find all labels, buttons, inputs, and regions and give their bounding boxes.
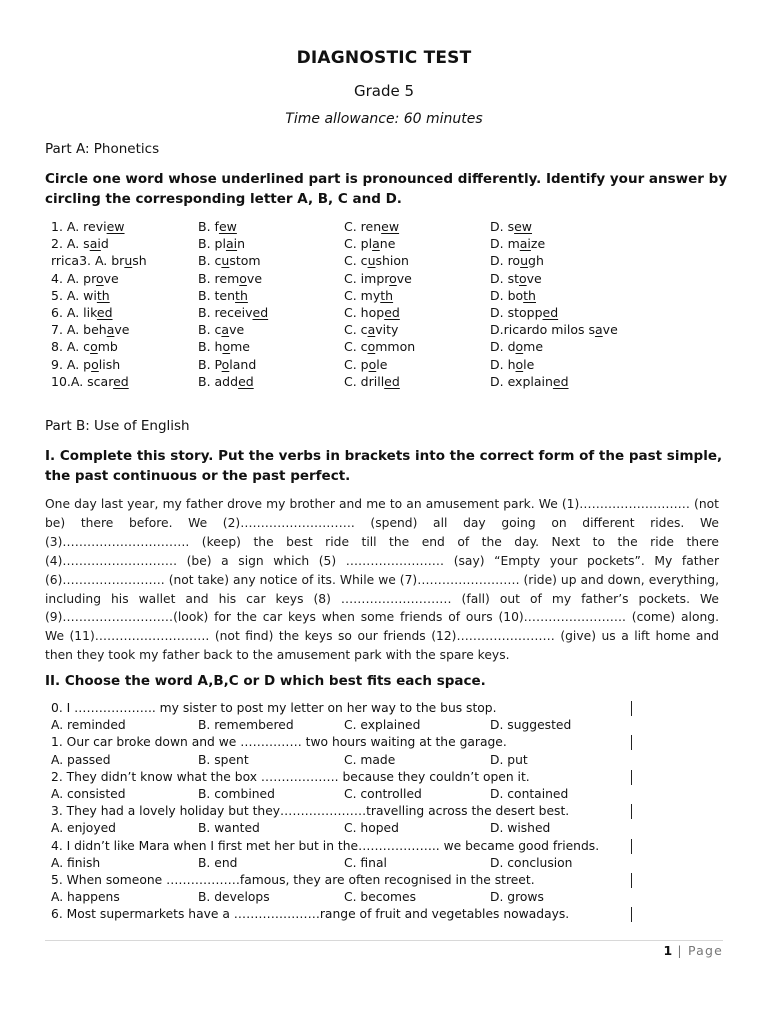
phonetics-row xyxy=(51,287,731,304)
underlined-part: th xyxy=(380,287,394,303)
answer-option[interactable]: C. becomes xyxy=(344,890,417,905)
multiple-choice-list xyxy=(51,700,641,923)
option-word: C. drilled xyxy=(344,373,400,389)
answer-option[interactable]: A. enjoyed xyxy=(51,821,116,836)
option-word: rrica3. A. brush xyxy=(51,253,147,269)
option-word: B. Poland xyxy=(198,356,257,372)
underlined-part: o xyxy=(519,270,527,286)
phonetics-row xyxy=(51,321,731,338)
option-word: D. maize xyxy=(490,236,546,252)
answer-option[interactable]: B. wanted xyxy=(198,821,260,836)
option-word: 2. A. said xyxy=(51,236,109,252)
underlined-part: o xyxy=(389,270,397,286)
answer-option[interactable]: A. consisted xyxy=(51,786,126,801)
underlined-part: o xyxy=(367,339,376,355)
answer-option[interactable]: D. contained xyxy=(490,786,569,801)
answer-option[interactable]: A. passed xyxy=(51,752,111,767)
page-title: DIAGNOSTIC TEST xyxy=(296,48,472,68)
phonetics-row xyxy=(51,338,731,355)
underlined-part: ai xyxy=(519,236,531,252)
underlined-part: ed xyxy=(96,304,113,320)
underlined-part: a xyxy=(367,322,376,338)
question-row xyxy=(51,803,641,820)
options-row xyxy=(51,717,641,734)
option-word: C. improve xyxy=(344,270,412,286)
answer-bar xyxy=(631,804,632,819)
option-word: C. plane xyxy=(344,236,396,252)
underlined-part: a xyxy=(221,322,230,338)
page-label: Page xyxy=(687,943,723,958)
option-word: 4. A. prove xyxy=(51,270,119,286)
option-word: 6. A. liked xyxy=(51,304,113,320)
footer-separator: | xyxy=(677,943,683,958)
part-a-instruction: Circle one word whose underlined part is pronounced differently. Identify your answer by circling the corresponding letter A, B, C and D. xyxy=(45,171,728,207)
underlined-part: ed xyxy=(238,373,254,389)
footer-divider xyxy=(45,940,723,941)
question-row xyxy=(51,872,641,889)
option-word: 5. A. with xyxy=(51,287,110,303)
answer-option[interactable]: B. remembered xyxy=(198,718,294,733)
answer-option[interactable]: B. develops xyxy=(198,890,270,905)
underlined-part: o xyxy=(515,356,524,372)
answer-option[interactable]: D. suggested xyxy=(490,718,572,733)
underlined-part: ed xyxy=(252,304,269,320)
underlined-part: ed xyxy=(113,373,129,389)
option-word: D. hole xyxy=(490,356,535,372)
answer-bar xyxy=(631,873,632,888)
underlined-part: ed xyxy=(384,304,400,320)
option-word: B. tenth xyxy=(198,287,248,303)
answer-option[interactable]: C. controlled xyxy=(344,786,422,801)
option-word: 8. A. comb xyxy=(51,339,118,355)
option-word: D. both xyxy=(490,287,536,303)
options-row xyxy=(51,855,641,872)
phonetics-row xyxy=(51,235,731,252)
question-row xyxy=(51,906,641,923)
page-footer xyxy=(663,943,723,958)
underlined-part: o xyxy=(368,356,377,372)
underlined-part: ew xyxy=(218,219,237,234)
question-text: 2. They didn’t know what the box ………………. because they couldn’t open it. xyxy=(51,769,530,784)
answer-option[interactable]: B. end xyxy=(198,855,238,870)
answer-option[interactable]: A. finish xyxy=(51,855,101,870)
answer-bar xyxy=(631,701,632,716)
question-row xyxy=(51,838,641,855)
underlined-part: o xyxy=(515,339,524,355)
option-word: D.ricardo milos save xyxy=(490,322,618,338)
question-row xyxy=(51,734,641,751)
phonetics-row xyxy=(51,270,731,287)
answer-option[interactable]: C. made xyxy=(344,752,396,767)
answer-option[interactable]: C. explained xyxy=(344,718,421,733)
option-word: D. rough xyxy=(490,253,544,269)
phonetics-row xyxy=(51,304,731,321)
option-word: B. remove xyxy=(198,270,263,286)
option-word: 7. A. behave xyxy=(51,322,130,338)
part-b-heading: Part B: Use of English xyxy=(45,418,190,434)
answer-option[interactable]: B. combined xyxy=(198,786,275,801)
underlined-part: th xyxy=(96,287,110,303)
grade-label: Grade 5 xyxy=(353,82,415,100)
underlined-part: o xyxy=(221,356,230,372)
time-allowance: Time allowance: 60 minutes xyxy=(285,111,483,127)
answer-option[interactable]: A. reminded xyxy=(51,718,126,733)
underlined-part: a xyxy=(106,322,115,338)
option-word: B. plain xyxy=(198,236,246,252)
option-word: C. myth xyxy=(344,287,394,303)
underlined-part: a xyxy=(372,236,380,252)
option-word: C. cushion xyxy=(344,253,409,269)
option-word: B. received xyxy=(198,304,269,320)
answer-bar xyxy=(631,839,632,854)
options-row xyxy=(51,786,641,803)
answer-bar xyxy=(631,907,632,922)
phonetics-row xyxy=(51,218,731,235)
option-word: 10.A. scared xyxy=(51,373,129,389)
underlined-part: ai xyxy=(89,236,101,252)
phonetics-row xyxy=(51,252,731,269)
question-text: 5. When someone ………………famous, they are often recognised in the street. xyxy=(51,872,535,887)
underlined-part: ew xyxy=(381,219,400,234)
underlined-part: u xyxy=(520,253,529,269)
page-number: 1 xyxy=(663,943,673,958)
question-row xyxy=(51,769,641,786)
answer-option[interactable]: C. final xyxy=(344,855,387,870)
answer-bar xyxy=(631,735,632,750)
options-row xyxy=(51,889,641,906)
option-word: D. dome xyxy=(490,339,544,355)
question-text: 6. Most supermarkets have a …………………range of fruit and vegetables nowadays. xyxy=(51,907,570,922)
option-word: B. custom xyxy=(198,253,261,269)
section-ii-instruction: II. Choose the word A,B,C or D which best fits each space. xyxy=(45,673,486,689)
answer-option[interactable]: D. wished xyxy=(490,821,551,836)
question-text: 3. They had a lovely holiday but they…………………travelling across the desert best. xyxy=(51,804,570,819)
underlined-part: ew xyxy=(514,219,533,234)
option-word: D. stove xyxy=(490,270,542,286)
underlined-part: ew xyxy=(106,219,125,234)
underlined-part: ed xyxy=(542,304,559,320)
underlined-part: ed xyxy=(552,373,569,389)
underlined-part: o xyxy=(91,356,99,372)
underlined-part: ed xyxy=(384,373,400,389)
option-word: C. renew xyxy=(344,219,400,234)
story-paragraph: One day last year, my father drove my brother and me to an amusement park. We (1)……………………… (not be) there before. We (2)………………………. (spend) all day going on different rides. We (3)…………………………. (keep) the best ride till the end of the day. Next to the ride there (4)………………………. (be) a sign which (5) …………………… (say) “Empty your pockets”. My father (6)……………………. (not take) any notice of its. While we (7)……………………. (ride) up and down, everything, including his wallet and his car keys (8) ……………………… (fall) out of my father’s pockets. We (9)………………………(look) for the car keys when some friends of ours (10)……………………. (come) along. We (11)………………………. (not find) the keys so our friends (12)…………………… (give) us a lift home and then they took my father back to the amusement park with the spare keys. xyxy=(45,497,719,663)
option-word: B. home xyxy=(198,339,250,355)
answer-option[interactable]: A. happens xyxy=(51,890,120,905)
underlined-part: u xyxy=(221,253,230,269)
option-word: D. sew xyxy=(490,219,533,234)
phonetics-row xyxy=(51,373,731,390)
underlined-part: u xyxy=(124,253,133,269)
answer-option[interactable]: D. put xyxy=(490,752,528,767)
option-word: C. common xyxy=(344,339,416,355)
option-word: C. cavity xyxy=(344,322,399,338)
answer-option[interactable]: C. hoped xyxy=(344,821,399,836)
question-text: 4. I didn’t like Mara when I first met her but in the……………….. we became good friends. xyxy=(51,838,600,853)
option-word: B. added xyxy=(198,373,254,389)
option-word: D. explained xyxy=(490,373,569,389)
underlined-part: th xyxy=(523,287,536,303)
answer-option[interactable]: D. grows xyxy=(490,890,544,905)
question-text: 1. Our car broke down and we …………… two hours waiting at the garage. xyxy=(51,735,507,750)
underlined-part: u xyxy=(367,253,376,269)
answer-bar xyxy=(631,770,632,785)
option-word: B. few xyxy=(198,219,237,234)
option-word: 9. A. polish xyxy=(51,356,121,372)
phonetics-table xyxy=(51,218,731,390)
underlined-part: th xyxy=(235,287,248,303)
underlined-part: ai xyxy=(225,236,238,252)
underlined-part: o xyxy=(95,270,104,286)
option-word: 1. A. review xyxy=(51,219,125,234)
option-word: C. pole xyxy=(344,356,388,372)
underlined-part: o xyxy=(239,270,247,286)
option-word: D. stopped xyxy=(490,304,559,320)
answer-option[interactable]: D. conclusion xyxy=(490,855,573,870)
option-word: C. hoped xyxy=(344,304,400,320)
question-text: 0. I ……………….. my sister to post my letter on her way to the bus stop. xyxy=(51,701,497,715)
underlined-part: o xyxy=(90,339,98,355)
options-row xyxy=(51,752,641,769)
underlined-part: o xyxy=(222,339,231,355)
options-row xyxy=(51,820,641,837)
question-row xyxy=(51,700,641,717)
answer-option[interactable]: B. spent xyxy=(198,752,249,767)
part-a-heading: Part A: Phonetics xyxy=(45,141,160,157)
section-i-instruction: I. Complete this story. Put the verbs in brackets into the correct form of the past simple, the past continuous or the past perfect. xyxy=(45,448,723,484)
option-word: B. cave xyxy=(198,322,245,338)
underlined-part: a xyxy=(595,322,603,338)
phonetics-row xyxy=(51,356,731,373)
